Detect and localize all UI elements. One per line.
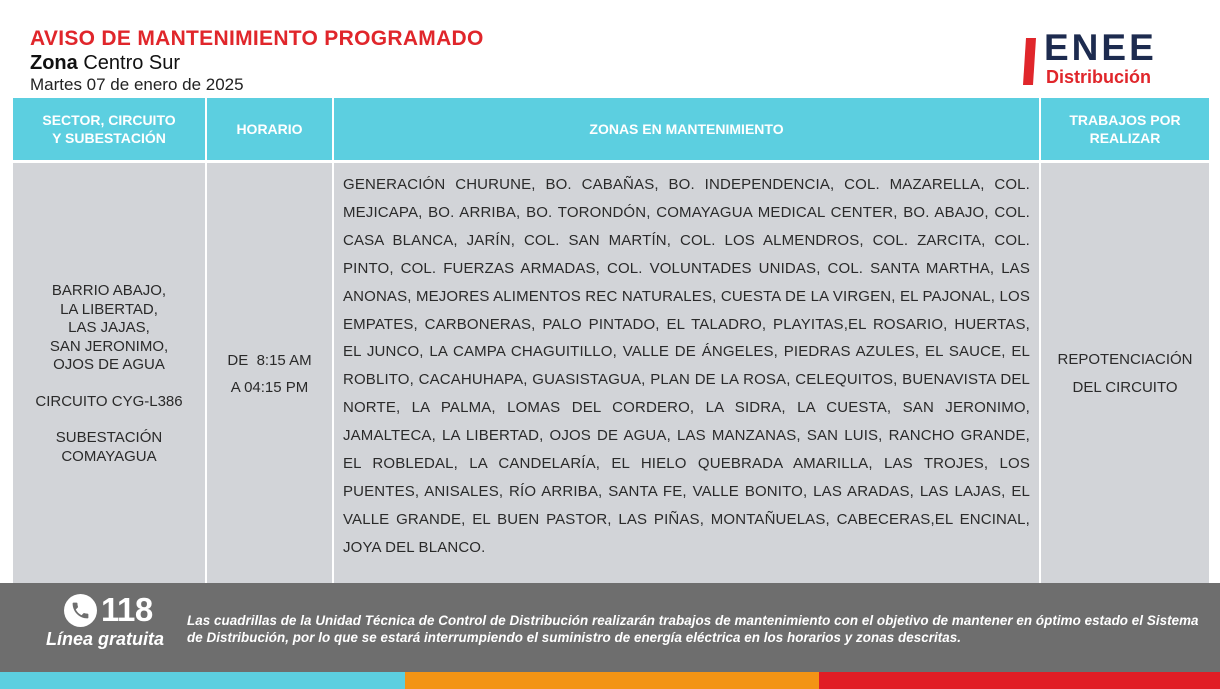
horario-cell: [206, 163, 333, 585]
substation-label: SUBESTACIÓN: [55, 429, 163, 446]
zone-name: Centro Sur: [83, 52, 181, 74]
notice-date: Martes 07 de enero de 2025: [30, 75, 244, 94]
circuit-id: CIRCUITO CYG-L386: [35, 392, 183, 410]
trabajos-line: REPOTENCIACIÓN: [1057, 351, 1193, 368]
footer-notice: Las cuadrillas de la Unidad Técnica de Control de Distribución realizarán trabajos de mantenimiento con el objetivo de mantener en óptimo estado el Sistema de Distribución, por lo que se estará interrumpiendo el suministro de energía eléctrica en los horarios y zonas descritas.: [187, 613, 1199, 645]
sector-name: SAN JERONIMO,: [49, 337, 169, 355]
logo-mark-icon: [1023, 38, 1036, 85]
zonas-cell: [333, 163, 1040, 585]
phone-icon: [64, 594, 97, 627]
page-title: AVISO DE MANTENIMIENTO PROGRAMADO: [30, 27, 484, 50]
sector-cell: [13, 163, 206, 585]
substation-name: COMAYAGUA: [61, 447, 157, 465]
logo-brand: ENEE: [1044, 27, 1157, 68]
horario-end: A 04:15 PM: [230, 379, 309, 396]
footer-banner: [0, 583, 1220, 672]
header-trabajos: TRABAJOS POR REALIZAR: [1040, 98, 1209, 160]
header: [0, 0, 1220, 98]
zone-label: Zona: [30, 52, 78, 74]
enee-logo: [1020, 27, 1195, 90]
sector-name: BARRIO ABAJO,: [51, 282, 167, 299]
trabajos-line: DEL CIRCUITO: [1072, 379, 1178, 396]
sector-name: LA LIBERTAD,: [60, 300, 158, 318]
trabajos-cell: [1040, 163, 1209, 585]
header-sector: SECTOR, CIRCUITO Y SUBESTACIÓN: [13, 98, 206, 160]
stripe-red: [819, 672, 1220, 689]
zone-title: [30, 52, 180, 75]
sector-name: LAS JAJAS,: [68, 319, 150, 336]
maintenance-table: [13, 98, 1209, 585]
table-header-row: [13, 98, 1209, 160]
sector-name: OJOS DE AGUA: [53, 356, 165, 373]
hotline-label: Línea gratuita: [46, 629, 165, 649]
stripe-cyan: [0, 672, 405, 689]
table-row: [13, 163, 1209, 585]
hotline-number: 118: [101, 591, 153, 628]
stripe-orange: [405, 672, 819, 689]
horario-start: DE 8:15 AM: [227, 352, 312, 369]
logo-subtitle: Distribución: [1046, 67, 1152, 87]
header-horario: HORARIO: [206, 98, 333, 160]
zonas-list: GENERACIÓN CHURUNE, BO. CABAÑAS, BO. INDEPENDENCIA, COL. MAZARELLA, COL. MEJICAPA, BO. ARRIBA, BO. TORONDÓN, COMAYAGUA MEDICAL CENTER, BO. ABAJO, COL. CASA BLANCA, JARÍN, COL. SAN MARTÍN, COL. LOS ALMENDROS, COL. ZARCITA, COL. PINTO, COL. FUERZAS ARMADAS, COL. VOLUNTADES UNIDAS, COL. SANTA MARTHA, LAS ANONAS, MEJORES ALIMENTOS REC NATURALES, CUESTA DE LA VIRGEN, EL PAJONAL, LOS EMPATES, CARBONERAS, PALO PINTADO, EL TALADRO, PLAYITAS,EL ROSARIO, HUERTAS, EL JUNCO, LA CAMPA CHAGUITILLO, VALLE DE ÁNGELES, PIEDRAS AZULES, EL SAUCE, EL ROBLITO, CACAHUHAPA, GUASISTAGUA, PLAN DE LA ROSA, CELEQUITOS, BUENAVISTA DEL NORTE, LA PALMA, LOMAS DEL CORDERO, LA SIDRA, LA CUESTA, SAN JERONIMO, JAMALTECA, LA LIBERTAD, OJOS DE AGUA, LAS MANZANAS, SAN LUIS, RANCHO GRANDE, EL ROBLEDAL, LA CANDELARÍA, EL HIELO QUEBRADA AMARILLA, LAS TROJES, LOS PUENTES, ANISALES, RÍO ARRIBA, SANTA FE, VALLE BONITO, LAS ARADAS, LAS LAJAS, EL VALLE GRANDE, EL BUEN PASTOR, LAS PIÑAS, MONTAÑUELAS, CABECERAS,EL ENCINAL, JOYA DEL BLANCO.: [343, 176, 1030, 556]
header-zonas: ZONAS EN MANTENIMIENTO: [333, 98, 1040, 160]
